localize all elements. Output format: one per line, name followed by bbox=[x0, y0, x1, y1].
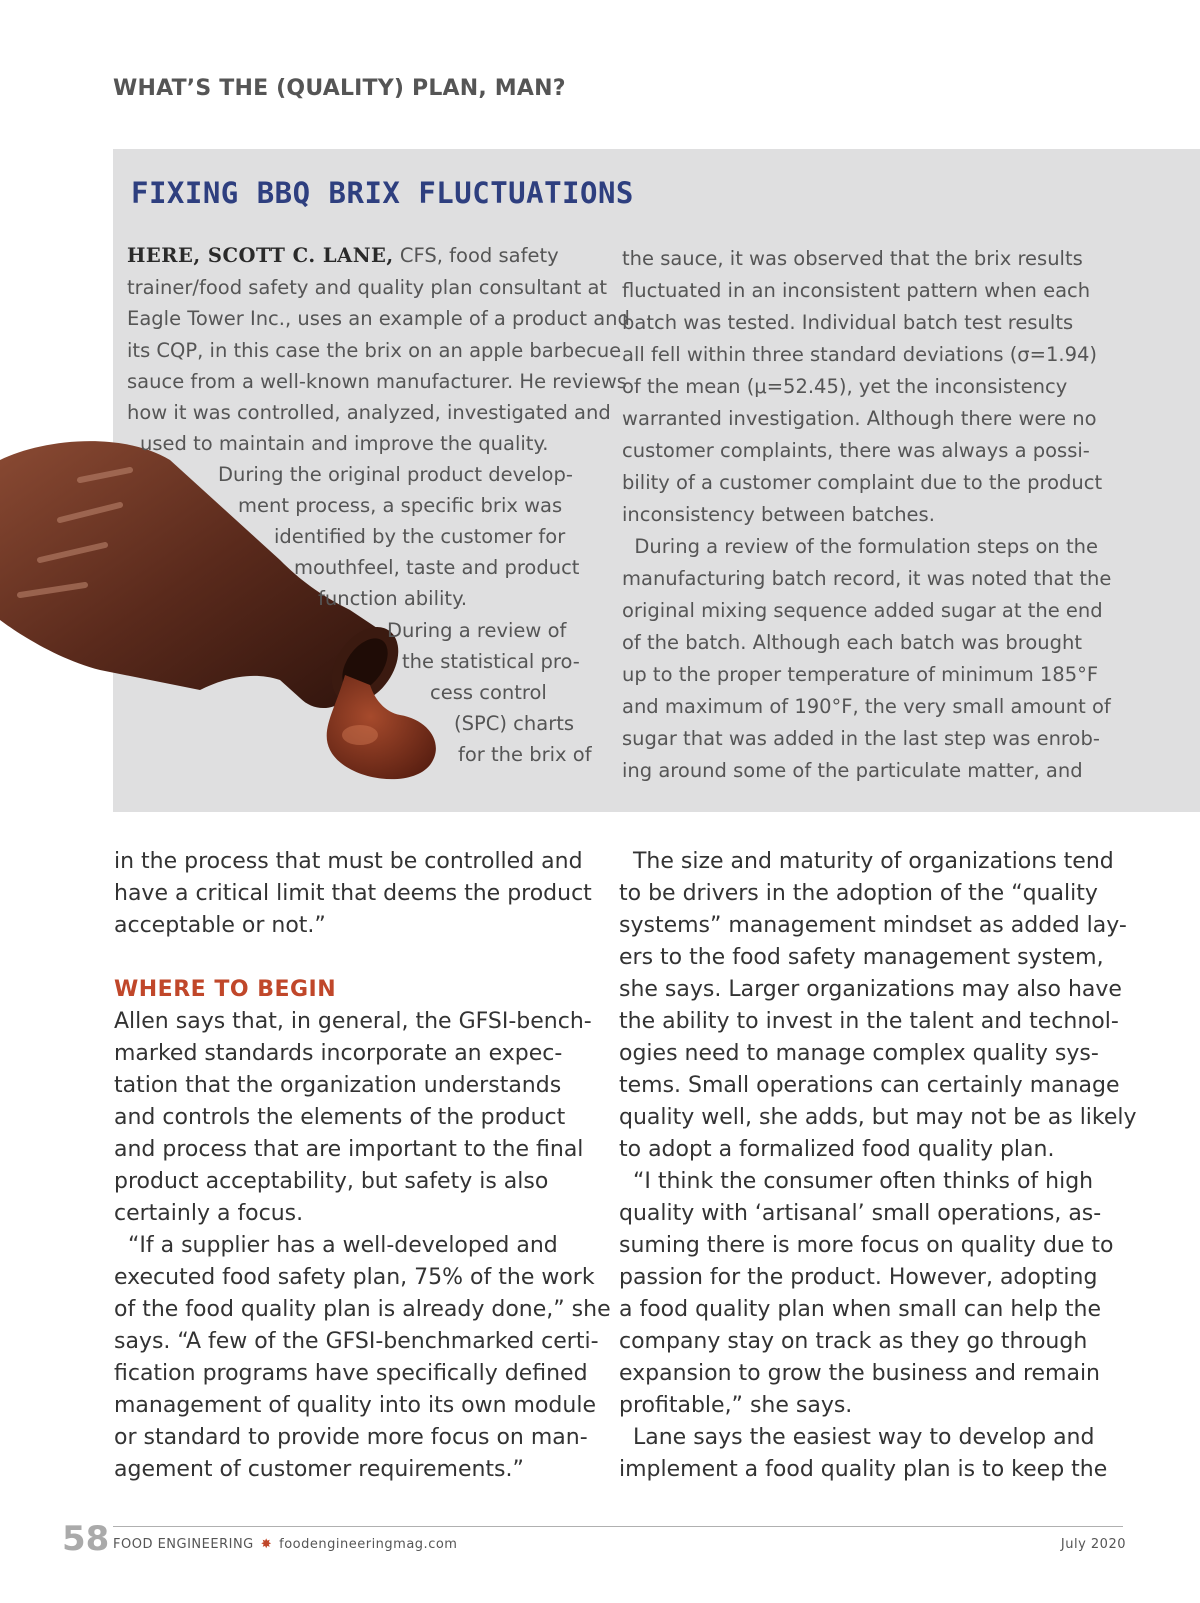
body-line: to adopt a formalized food quality plan. bbox=[619, 1137, 1055, 1162]
body-line: tems. Small operations can certainly manage bbox=[619, 1073, 1120, 1098]
footer-divider bbox=[113, 1526, 1123, 1527]
body-line: and process that are important to the final bbox=[114, 1137, 584, 1162]
sidebar-lead-name: HERE, SCOTT C. LANE, bbox=[127, 244, 394, 267]
body-line: to be drivers in the adoption of the “quality bbox=[619, 881, 1098, 906]
paragraph-gap bbox=[114, 942, 610, 974]
body-line: acceptable or not.” bbox=[114, 913, 326, 938]
body-line: marked standards incorporate an expec- bbox=[114, 1041, 563, 1066]
sidebar-right-line: and maximum of 190°F, the very small amount of bbox=[622, 695, 1111, 718]
sidebar-right-line: the sauce, it was observed that the brix results bbox=[622, 247, 1083, 270]
sidebar-right-line: bility of a customer complaint due to the product bbox=[622, 471, 1103, 494]
body-line: in the process that must be controlled and bbox=[114, 849, 583, 874]
body-line: suming there is more focus on quality due to bbox=[619, 1233, 1114, 1258]
sidebar-right-line: all fell within three standard deviations (σ=1.94) bbox=[622, 343, 1098, 366]
body-line: product acceptability, but safety is also bbox=[114, 1169, 549, 1194]
sidebar-right-line: sugar that was added in the last step was enrob- bbox=[622, 727, 1100, 750]
sidebar-left-line: sauce from a well-known manufacturer. He reviews bbox=[127, 370, 627, 393]
sidebar-right-line: original mixing sequence added sugar at the end bbox=[622, 599, 1103, 622]
body-line: she says. Larger organizations may also have bbox=[619, 977, 1122, 1002]
body-line: passion for the product. However, adopting bbox=[619, 1265, 1098, 1290]
sidebar-left-line: ment process, a specific brix was bbox=[238, 494, 563, 517]
body-line: executed food safety plan, 75% of the work bbox=[114, 1265, 595, 1290]
sidebar-left-line: (SPC) charts bbox=[454, 712, 575, 735]
body-line: a food quality plan when small can help the bbox=[619, 1297, 1102, 1322]
sidebar-right-line: manufacturing batch record, it was noted that the bbox=[622, 567, 1112, 590]
body-line: and controls the elements of the product bbox=[114, 1105, 566, 1130]
sidebar-right-line: customer complaints, there was always a possi- bbox=[622, 439, 1090, 462]
body-line: quality well, she adds, but may not be as likely bbox=[619, 1105, 1137, 1130]
sidebar-left-line: Eagle Tower Inc., uses an example of a product and bbox=[127, 307, 630, 330]
body-line: management of quality into its own module bbox=[114, 1393, 596, 1418]
sidebar-left-line: mouthfeel, taste and product bbox=[294, 556, 580, 579]
sidebar-left-line: cess control bbox=[430, 681, 547, 704]
body-line: implement a food quality plan is to keep the bbox=[619, 1457, 1108, 1482]
sidebar-right-line: up to the proper temperature of minimum 185°F bbox=[622, 663, 1099, 686]
body-line: “If a supplier has a well-developed and bbox=[114, 1233, 558, 1258]
section-header: WHAT’S THE (QUALITY) PLAN, MAN? bbox=[113, 76, 566, 101]
body-line: systems” management mindset as added lay- bbox=[619, 913, 1127, 938]
website-link[interactable]: foodengineeringmag.com bbox=[279, 1537, 458, 1552]
sidebar-left-line: HERE, SCOTT C. LANE, CFS, food safety bbox=[127, 244, 559, 267]
sidebar-left-line: During a review of bbox=[387, 619, 567, 642]
sidebar-left-line: the statistical pro- bbox=[402, 650, 580, 673]
sidebar-title: FIXING BBQ BRIX FLUCTUATIONS bbox=[131, 176, 634, 210]
body-line: Lane says the easiest way to develop and bbox=[619, 1425, 1095, 1450]
publication-name: FOOD ENGINEERING bbox=[113, 1537, 254, 1552]
body-line: or standard to provide more focus on man- bbox=[114, 1425, 588, 1450]
body-line: have a critical limit that deems the product bbox=[114, 881, 592, 906]
sunburst-icon: ✸ bbox=[260, 1537, 273, 1552]
body-line: profitable,” she says. bbox=[619, 1393, 853, 1418]
body-line: of the food quality plan is already done,” she bbox=[114, 1297, 611, 1322]
body-line: certainly a focus. bbox=[114, 1201, 304, 1226]
body-line: agement of customer requirements.” bbox=[114, 1457, 524, 1482]
body-line: says. “A few of the GFSI-benchmarked certi- bbox=[114, 1329, 599, 1354]
body-line: expansion to grow the business and remain bbox=[619, 1361, 1101, 1386]
sidebar-right-column bbox=[622, 243, 1112, 787]
sidebar-left-line: for the brix of bbox=[458, 743, 592, 766]
subhead-where-to-begin: WHERE TO BEGIN bbox=[114, 977, 337, 1002]
issue-date: July 2020 bbox=[1060, 1537, 1126, 1552]
sidebar-right-line: of the batch. Although each batch was brought bbox=[622, 631, 1083, 654]
sidebar-right-line: fluctuated in an inconsistent pattern when each bbox=[622, 279, 1091, 302]
sidebar-right-line: During a review of the formulation steps on the bbox=[622, 535, 1098, 558]
body-line: ogies need to manage complex quality sys- bbox=[619, 1041, 1099, 1066]
sidebar-left-line: During the original product develop- bbox=[218, 463, 573, 486]
sidebar-right-line: batch was tested. Individual batch test results bbox=[622, 311, 1074, 334]
sidebar-left-line: used to maintain and improve the quality. bbox=[140, 432, 549, 455]
sidebar-right-line: of the mean (μ=52.45), yet the inconsistency bbox=[622, 375, 1068, 398]
sidebar-left-line: function ability. bbox=[318, 587, 468, 610]
body-line: the ability to invest in the talent and technol- bbox=[619, 1009, 1119, 1034]
sidebar-left-line: its CQP, in this case the brix on an apple barbecue bbox=[127, 339, 622, 362]
sidebar-left-line: trainer/food safety and quality plan consultant at bbox=[127, 276, 608, 299]
body-line: company stay on track as they go through bbox=[619, 1329, 1088, 1354]
footer-publication bbox=[113, 1537, 457, 1552]
body-line: fication programs have specifically defined bbox=[114, 1361, 588, 1386]
page-number: 58 bbox=[62, 1519, 110, 1559]
body-line: ers to the food safety management system, bbox=[619, 945, 1104, 970]
body-line: Allen says that, in general, the GFSI-bench- bbox=[114, 1009, 592, 1034]
body-line: tation that the organization understands bbox=[114, 1073, 562, 1098]
article-right-column bbox=[619, 846, 1137, 1486]
sidebar-right-line: inconsistency between batches. bbox=[622, 503, 935, 526]
sidebar-left-line: how it was controlled, analyzed, investigated and bbox=[127, 401, 611, 424]
sidebar-left-line: identified by the customer for bbox=[274, 525, 566, 548]
article-left-column bbox=[114, 846, 610, 1486]
body-line: “I think the consumer often thinks of high bbox=[619, 1169, 1094, 1194]
sidebar-right-line: warranted investigation. Although there were no bbox=[622, 407, 1097, 430]
body-line: The size and maturity of organizations tend bbox=[619, 849, 1114, 874]
sidebar-right-line: ing around some of the particulate matter, and bbox=[622, 759, 1083, 782]
body-line: quality with ‘artisanal’ small operations, as- bbox=[619, 1201, 1102, 1226]
